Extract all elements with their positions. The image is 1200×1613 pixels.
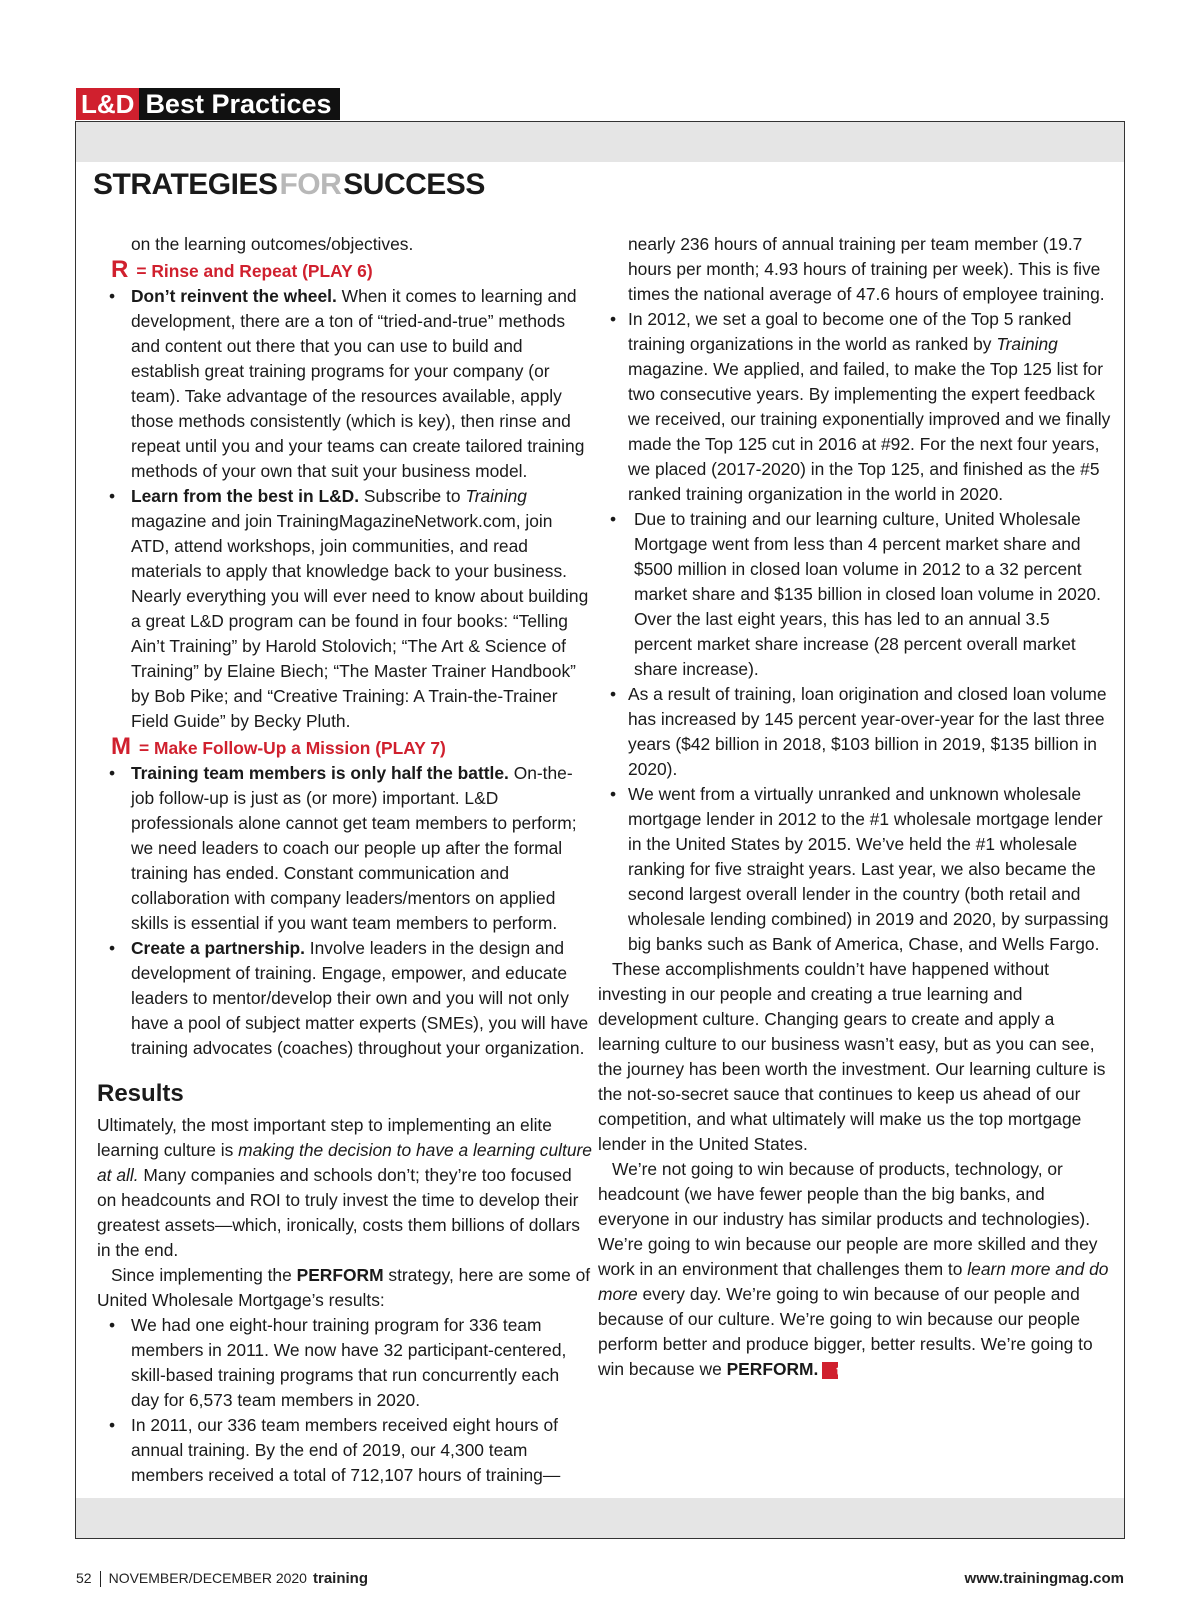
play-r-letter: R xyxy=(111,256,129,283)
page-number: 52 xyxy=(76,1570,92,1586)
list-item: • Due to training and our learning culture, United Wholesale Mortgage went from less than 4 percent market share and $500 million in closed loan volume in 2012 to a 32 percent market share and $135 billion in closed loan volume in 2020. Over the last eight years, this has led to an annual 3.5 percent market share increase (28 percent overall market share increase). xyxy=(616,507,1111,682)
play-m-letter: M xyxy=(111,733,131,760)
continued-item: nearly 236 hours of annual training per team member (19.7 hours per month; 4.93 hours of training per week). This is five times the national average of 47.6 hours of employee training. xyxy=(628,234,1105,304)
text-italic: learn more and do more xyxy=(598,1259,1109,1304)
list-item: • We went from a virtually unranked and unknown wholesale mortgage lender in 2012 to the #1 wholesale mortgage lender in the United States by 2015. We’ve held the #1 wholesale ranking for five straight years. Last year, we also became the second largest overall lender in the country (both retail and wholesale lending combined) in 2019 and 2020, by surpassing big banks such as Bank of America, Chase, and Wells Fargo. xyxy=(616,782,1111,957)
issue-date: NOVEMBER/DECEMBER 2020 xyxy=(108,1570,307,1586)
headline-part3: SUCCESS xyxy=(343,168,485,201)
text: every day. We’re going to win because of our people and because of our culture. We’re going to win because our people perform better and produce bigger, better results. We’re going to win because we xyxy=(598,1284,1093,1379)
list-item: • In 2012, we set a goal to become one of the Top 5 ranked training organizations in the world as ranked by Training magazine. We applied, and failed, to make the Top 125 list for two consecutive years. By implementing the expert feedback we received, our training exponentially improved and we finally made the Top 125 cut in 2016 at #92. For the next four years, we placed (2017-2020) in the Top 125, and finished as the #5 ranked training organization in the world in 2020. xyxy=(610,309,1111,504)
play-r-label: = Rinse and Repeat (PLAY 6) xyxy=(136,261,373,281)
text: Since implementing the xyxy=(111,1265,297,1285)
list-item xyxy=(97,761,592,936)
section-tab xyxy=(76,88,340,120)
left-column xyxy=(97,232,592,1488)
website-url[interactable]: www.trainingmag.com xyxy=(964,1570,1124,1587)
closing-paragraph-1: These accomplishments couldn’t have happened without investing in our people and creating a true learning and development culture. Changing gears to create and apply a learning culture to our business wasn’t easy, but as you can see, the journey has been worth the investment. Our learning culture is the not-so-secret sauce that continues to keep us ahead of our competition, and what ultimately will make us the top mortgage lender in the United States. xyxy=(598,959,1106,1154)
item-bold: Training team members is only half the battle. xyxy=(131,763,509,783)
page-footer xyxy=(76,1570,1124,1590)
headline-for: FOR xyxy=(279,168,342,201)
bottom-band xyxy=(76,1498,1124,1538)
list-item xyxy=(97,936,592,1061)
item-text: When it comes to learning and development, there are a ton of “tried-and-true” methods and content out there that you can use to build and establish great training programs for your company (or team). Take advantage of the resources available, apply those methods consistently (which is key), then rinse and repeat until you and your teams can create tailored training methods of your own that suit your business model. xyxy=(131,286,585,481)
footer-left xyxy=(76,1570,368,1587)
list-item xyxy=(97,484,592,734)
play-m-list xyxy=(97,761,592,1061)
results-paragraph-2 xyxy=(97,1263,592,1313)
text-bold: PERFORM xyxy=(296,1265,384,1285)
headline-part1: STRATEGIES xyxy=(93,168,278,201)
list-item: • In 2011, our 336 team members received eight hours of annual training. By the end of 2019, our 4,300 team members received a total of 712,107 hours of training— xyxy=(97,1413,592,1488)
closing-paragraph-2 xyxy=(598,1157,1111,1382)
item-text: On-the-job follow-up is just as (or more) important. L&D professionals alone cannot get team members to perform; we need leaders to coach our people up after the formal training has ended. Constant communication and collaboration with company leaders/mentors on applied skills is essential if you want team members to perform. xyxy=(131,763,577,933)
item-text: Involve leaders in the design and development of training. Engage, empower, and educate leaders to mentor/develop their own and you will not only have a pool of subject matter experts (SMEs), you will have training advocates (coaches) throughout your organization. xyxy=(131,938,589,1058)
results-list xyxy=(97,1313,592,1488)
results-paragraph-1 xyxy=(97,1113,592,1263)
section-tab-title: Best Practices xyxy=(139,88,339,120)
item-bold: Create a partnership. xyxy=(131,938,305,958)
end-mark-icon: t xyxy=(822,1362,838,1379)
list-item: • We had one eight-hour training program for 336 team members in 2011. We now have 32 participant-centered, skill-based training programs that run concurrently each day for 6,573 team members in 2020. xyxy=(97,1313,592,1413)
text: magazine. We applied, and failed, to make the Top 125 list for two consecutive years. By implementing the expert feedback we received, our training exponentially improved and we finally made the Top 125 cut in 2016 at #92. For the next four years, we placed (2017-2020) in the Top 125, and finished as the #5 ranked training organization in the world in 2020. xyxy=(628,359,1111,504)
intro-line: on the learning outcomes/objectives. xyxy=(131,234,414,254)
text-italic: Training xyxy=(996,334,1058,354)
magazine-name: training xyxy=(312,1570,368,1587)
top-band xyxy=(76,122,1124,162)
text-bold: PERFORM. xyxy=(726,1359,819,1379)
divider xyxy=(100,1571,101,1587)
item-bold: Learn from the best in L&D. xyxy=(131,486,360,506)
text: Many companies and schools don’t; they’re too focused on headcounts and ROI to truly invest the time to develop their greatest assets—which, ironically, costs them billions of dollars in the end. xyxy=(97,1165,580,1260)
play-r-list xyxy=(97,284,592,734)
item-text: magazine and join TrainingMagazineNetwork.com, join ATD, attend workshops, join communities, and read materials to apply that knowledge back to your business. Nearly everything you will ever need to know about building a great L&D program can be found in four books: “Telling Ain’t Training” by Harold Stolovich; “The Art & Science of Training” by Elaine Biech; “The Master Trainer Handbook” by Bob Pike; and “Creative Training: A Train-the-Trainer Field Guide” by Becky Pluth. xyxy=(131,511,589,731)
article-headline xyxy=(93,168,485,202)
item-text: Subscribe to xyxy=(359,486,466,506)
text: In 2012, we set a goal to become one of the Top 5 ranked training organizations in the world as ranked by xyxy=(628,309,1072,354)
item-bold: Don’t reinvent the wheel. xyxy=(131,286,337,306)
right-column xyxy=(598,232,1111,1382)
list-item: • As a result of training, loan origination and closed loan volume has increased by 145 percent year-over-year for the last three years ($42 billion in 2018, $103 billion in 2019, $135 billion in 2020). xyxy=(616,682,1111,782)
play-r-heading xyxy=(111,257,592,284)
section-tab-ld: L&D xyxy=(76,88,139,120)
text: Ultimately, the most important step to implementing an elite learning culture is xyxy=(97,1115,552,1160)
results-list-continued xyxy=(610,307,1111,957)
list-item xyxy=(97,284,592,484)
play-m-label: = Make Follow-Up a Mission (PLAY 7) xyxy=(139,738,446,758)
text-italic: making the decision to have a learning culture at all. xyxy=(97,1140,592,1185)
text: We’re not going to win because of products, technology, or headcount (we have fewer people than the big banks, and everyone in our industry has similar products and technologies). We’re going to win because our people are more skilled and they work in an environment that challenges them to xyxy=(598,1159,1098,1279)
item-italic: Training xyxy=(465,486,527,506)
text: strategy, here are some of United Wholesale Mortgage’s results: xyxy=(97,1265,591,1310)
results-heading: Results xyxy=(97,1080,184,1107)
play-m-heading xyxy=(111,734,592,761)
